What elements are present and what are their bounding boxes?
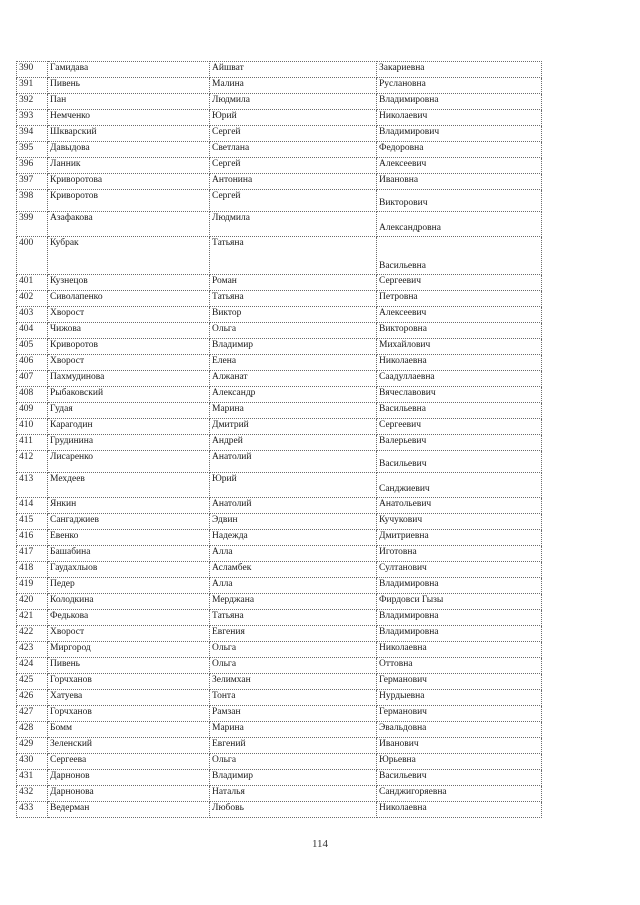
patronymic-cell: Султанович <box>377 562 542 578</box>
surname-cell: Хворост <box>48 307 210 323</box>
first-name-cell: Андрей <box>210 435 377 451</box>
row-number: 415 <box>17 514 48 530</box>
surname-cell: Криворотов <box>48 339 210 355</box>
table-row <box>17 610 542 626</box>
first-name-cell: Ольга <box>210 642 377 658</box>
first-name-cell: Любовь <box>210 802 377 818</box>
surname-cell: Педер <box>48 578 210 594</box>
row-number: 410 <box>17 419 48 435</box>
surname-cell: Хатуева <box>48 690 210 706</box>
row-number: 424 <box>17 658 48 674</box>
first-name-cell: Владимир <box>210 339 377 355</box>
table-row <box>17 722 542 738</box>
patronymic-cell: Михайлович <box>377 339 542 355</box>
row-number: 416 <box>17 530 48 546</box>
patronymic-cell: Сергеевич <box>377 275 542 291</box>
patronymic-cell: Закариевна <box>377 62 542 78</box>
surname-cell: Шкварский <box>48 126 210 142</box>
row-number: 396 <box>17 158 48 174</box>
row-number: 431 <box>17 770 48 786</box>
first-name-cell: Ольга <box>210 658 377 674</box>
row-number: 402 <box>17 291 48 307</box>
row-number: 398 <box>17 190 48 212</box>
surname-cell: Азафакова <box>48 212 210 237</box>
patronymic-cell: Кучукович <box>377 514 542 530</box>
first-name-cell: Евгения <box>210 626 377 642</box>
surname-cell: Пахмудинова <box>48 371 210 387</box>
patronymic-cell: Васильевна <box>377 237 542 275</box>
table-row <box>17 371 542 387</box>
patronymic-cell: Санджиевич <box>377 473 542 498</box>
patronymic-cell: Германович <box>377 706 542 722</box>
first-name-cell: Зелимхан <box>210 674 377 690</box>
patronymic-cell: Федоровна <box>377 142 542 158</box>
table-row <box>17 142 542 158</box>
surname-cell: Сергеева <box>48 754 210 770</box>
row-number: 397 <box>17 174 48 190</box>
surname-cell: Янкин <box>48 498 210 514</box>
surname-cell: Горчханов <box>48 706 210 722</box>
patronymic-cell: Владимировна <box>377 94 542 110</box>
table-row <box>17 706 542 722</box>
surname-cell: Криворотов <box>48 190 210 212</box>
first-name-cell: Светлана <box>210 142 377 158</box>
table-row <box>17 594 542 610</box>
surname-cell: Горчханов <box>48 674 210 690</box>
table-row <box>17 435 542 451</box>
surname-cell: Сиволапенко <box>48 291 210 307</box>
row-number: 407 <box>17 371 48 387</box>
surname-cell: Хворост <box>48 626 210 642</box>
patronymic-cell: Николаевна <box>377 802 542 818</box>
first-name-cell: Эдвин <box>210 514 377 530</box>
patronymic-cell: Алексеевич <box>377 158 542 174</box>
row-number: 405 <box>17 339 48 355</box>
surname-cell: Пивень <box>48 658 210 674</box>
surname-cell: Дарнонов <box>48 770 210 786</box>
first-name-cell: Алжанат <box>210 371 377 387</box>
surname-cell: Гудая <box>48 403 210 419</box>
table-row <box>17 690 542 706</box>
table-row <box>17 110 542 126</box>
patronymic-cell: Николаевна <box>377 642 542 658</box>
row-number: 393 <box>17 110 48 126</box>
surname-cell: Федькова <box>48 610 210 626</box>
surname-cell: Чижова <box>48 323 210 339</box>
row-number: 390 <box>17 62 48 78</box>
patronymic-cell: Саадуллаевна <box>377 371 542 387</box>
row-number: 392 <box>17 94 48 110</box>
patronymic-cell: Анатольевич <box>377 498 542 514</box>
surname-cell: Пан <box>48 94 210 110</box>
row-number: 403 <box>17 307 48 323</box>
surname-cell: Кубрак <box>48 237 210 275</box>
row-number: 395 <box>17 142 48 158</box>
surname-cell: Ведерман <box>48 802 210 818</box>
patronymic-cell: Дмитриевна <box>377 530 542 546</box>
first-name-cell: Сергей <box>210 158 377 174</box>
table-row <box>17 786 542 802</box>
table-row <box>17 658 542 674</box>
row-number: 408 <box>17 387 48 403</box>
row-number: 404 <box>17 323 48 339</box>
table-row <box>17 498 542 514</box>
first-name-cell: Ольга <box>210 754 377 770</box>
patronymic-cell: Ивановна <box>377 174 542 190</box>
surname-cell: Миргород <box>48 642 210 658</box>
row-number: 394 <box>17 126 48 142</box>
row-number: 432 <box>17 786 48 802</box>
page-number: 114 <box>311 838 329 850</box>
first-name-cell: Юрий <box>210 473 377 498</box>
first-name-cell: Алла <box>210 546 377 562</box>
table-row <box>17 126 542 142</box>
first-name-cell: Роман <box>210 275 377 291</box>
row-number: 433 <box>17 802 48 818</box>
table-row <box>17 174 542 190</box>
first-name-cell: Мерджана <box>210 594 377 610</box>
first-name-cell: Ольга <box>210 323 377 339</box>
first-name-cell: Надежда <box>210 530 377 546</box>
table-row <box>17 355 542 371</box>
table-row <box>17 339 542 355</box>
row-number: 391 <box>17 78 48 94</box>
surname-cell: Криворотова <box>48 174 210 190</box>
surname-cell: Башабина <box>48 546 210 562</box>
patronymic-cell: Викторович <box>377 190 542 212</box>
table-row <box>17 738 542 754</box>
patronymic-cell: Владимировна <box>377 626 542 642</box>
table-row <box>17 546 542 562</box>
patronymic-cell: Иготовна <box>377 546 542 562</box>
table-row <box>17 387 542 403</box>
first-name-cell: Елена <box>210 355 377 371</box>
surname-cell: Хворост <box>48 355 210 371</box>
surname-cell: Кузнецов <box>48 275 210 291</box>
row-number: 422 <box>17 626 48 642</box>
first-name-cell: Людмила <box>210 212 377 237</box>
row-number: 400 <box>17 237 48 275</box>
row-number: 418 <box>17 562 48 578</box>
table-row <box>17 419 542 435</box>
patronymic-cell: Александровна <box>377 212 542 237</box>
first-name-cell: Алла <box>210 578 377 594</box>
patronymic-cell: Валерьевич <box>377 435 542 451</box>
table-row <box>17 237 542 275</box>
patronymic-cell: Иванович <box>377 738 542 754</box>
table-row <box>17 754 542 770</box>
table-row <box>17 674 542 690</box>
first-name-cell: Юрий <box>210 110 377 126</box>
patronymic-cell: Эвальдовна <box>377 722 542 738</box>
surname-cell: Бомм <box>48 722 210 738</box>
surname-cell: Давыдова <box>48 142 210 158</box>
row-number: 429 <box>17 738 48 754</box>
table-row <box>17 78 542 94</box>
surname-cell: Пивень <box>48 78 210 94</box>
table-row <box>17 94 542 110</box>
table-row <box>17 403 542 419</box>
row-number: 413 <box>17 473 48 498</box>
surname-cell: Гаудахлыов <box>48 562 210 578</box>
patronymic-cell: Оттовна <box>377 658 542 674</box>
roster-table-body <box>17 62 542 818</box>
surname-cell: Карагодин <box>48 419 210 435</box>
table-row <box>17 770 542 786</box>
first-name-cell: Сергей <box>210 190 377 212</box>
patronymic-cell: Васильевич <box>377 770 542 786</box>
table-row <box>17 578 542 594</box>
surname-cell: Сангаджиев <box>48 514 210 530</box>
patronymic-cell: Руслановна <box>377 78 542 94</box>
surname-cell: Немченко <box>48 110 210 126</box>
row-number: 414 <box>17 498 48 514</box>
row-number: 417 <box>17 546 48 562</box>
table-row <box>17 158 542 174</box>
surname-cell: Ланник <box>48 158 210 174</box>
table-row <box>17 275 542 291</box>
first-name-cell: Анатолий <box>210 451 377 473</box>
patronymic-cell: Владимирович <box>377 126 542 142</box>
surname-cell: Рыбаковский <box>48 387 210 403</box>
first-name-cell: Владимир <box>210 770 377 786</box>
table-row <box>17 307 542 323</box>
row-number: 423 <box>17 642 48 658</box>
table-row <box>17 642 542 658</box>
patronymic-cell: Васильевна <box>377 403 542 419</box>
patronymic-cell: Петровна <box>377 291 542 307</box>
table-row <box>17 802 542 818</box>
first-name-cell: Виктор <box>210 307 377 323</box>
surname-cell: Дарнонова <box>48 786 210 802</box>
table-row <box>17 323 542 339</box>
first-name-cell: Александр <box>210 387 377 403</box>
first-name-cell: Людмила <box>210 94 377 110</box>
table-row <box>17 62 542 78</box>
table-row <box>17 190 542 212</box>
table-row <box>17 451 542 473</box>
patronymic-cell: Фирдовси Гызы <box>377 594 542 610</box>
patronymic-cell: Алексеевич <box>377 307 542 323</box>
first-name-cell: Татьяна <box>210 610 377 626</box>
table-row <box>17 473 542 498</box>
surname-cell: Мехдеев <box>48 473 210 498</box>
patronymic-cell: Санджигоряевна <box>377 786 542 802</box>
table-row <box>17 291 542 307</box>
first-name-cell: Наталья <box>210 786 377 802</box>
first-name-cell: Дмитрий <box>210 419 377 435</box>
surname-cell: Лисаренко <box>48 451 210 473</box>
table-row <box>17 212 542 237</box>
patronymic-cell: Вячеславович <box>377 387 542 403</box>
first-name-cell: Асламбек <box>210 562 377 578</box>
roster-table <box>16 61 542 818</box>
row-number: 412 <box>17 451 48 473</box>
patronymic-cell: Николаевна <box>377 355 542 371</box>
row-number: 427 <box>17 706 48 722</box>
table-row <box>17 562 542 578</box>
table-row <box>17 626 542 642</box>
patronymic-cell: Германович <box>377 674 542 690</box>
surname-cell: Гамидава <box>48 62 210 78</box>
surname-cell: Евенко <box>48 530 210 546</box>
row-number: 419 <box>17 578 48 594</box>
row-number: 401 <box>17 275 48 291</box>
row-number: 399 <box>17 212 48 237</box>
row-number: 420 <box>17 594 48 610</box>
surname-cell: Колодкина <box>48 594 210 610</box>
first-name-cell: Тонта <box>210 690 377 706</box>
patronymic-cell: Сергеевич <box>377 419 542 435</box>
first-name-cell: Рамзан <box>210 706 377 722</box>
row-number: 428 <box>17 722 48 738</box>
surname-cell: Зеленский <box>48 738 210 754</box>
first-name-cell: Антонина <box>210 174 377 190</box>
patronymic-cell: Владимировна <box>377 578 542 594</box>
patronymic-cell: Нурдыевна <box>377 690 542 706</box>
patronymic-cell: Викторовна <box>377 323 542 339</box>
patronymic-cell: Владимировна <box>377 610 542 626</box>
row-number: 409 <box>17 403 48 419</box>
first-name-cell: Марина <box>210 403 377 419</box>
row-number: 421 <box>17 610 48 626</box>
row-number: 430 <box>17 754 48 770</box>
patronymic-cell: Юрьевна <box>377 754 542 770</box>
first-name-cell: Татьяна <box>210 291 377 307</box>
row-number: 411 <box>17 435 48 451</box>
first-name-cell: Сергей <box>210 126 377 142</box>
patronymic-cell: Васильевич <box>377 451 542 473</box>
patronymic-cell: Николаевич <box>377 110 542 126</box>
first-name-cell: Анатолий <box>210 498 377 514</box>
row-number: 425 <box>17 674 48 690</box>
first-name-cell: Татьяна <box>210 237 377 275</box>
first-name-cell: Марина <box>210 722 377 738</box>
first-name-cell: Малина <box>210 78 377 94</box>
table-row <box>17 514 542 530</box>
first-name-cell: Евгений <box>210 738 377 754</box>
row-number: 426 <box>17 690 48 706</box>
table-row <box>17 530 542 546</box>
first-name-cell: Айшват <box>210 62 377 78</box>
row-number: 406 <box>17 355 48 371</box>
surname-cell: Грудинина <box>48 435 210 451</box>
